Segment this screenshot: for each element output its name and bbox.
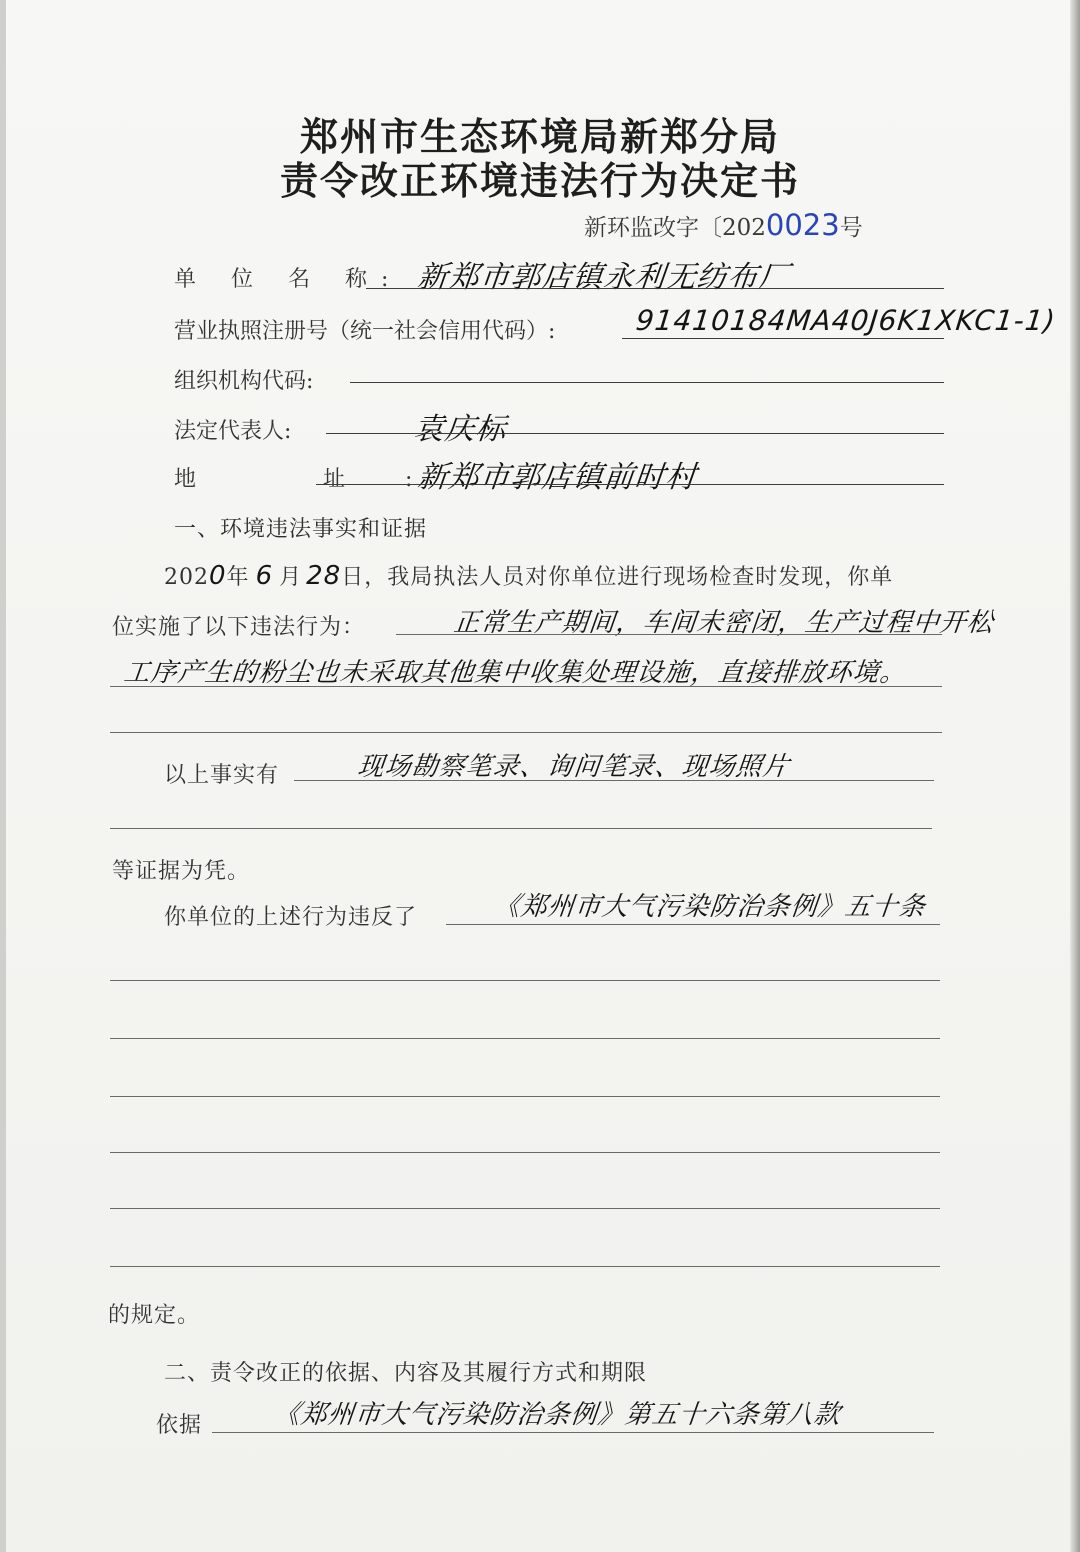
basis-underline — [212, 1432, 934, 1433]
year-label: 年 — [226, 565, 250, 590]
address-value: 新郑市郭店镇前时村 — [415, 460, 699, 495]
unit-name-label: 单 位 名 称: — [174, 267, 403, 292]
blank-line-5 — [110, 1208, 940, 1209]
month-label: 月 — [279, 565, 303, 590]
violated-prefix: 你单位的上述行为违反了 — [164, 905, 418, 930]
unit-name-value: 新郑市郭店镇永利无纺布厂 — [415, 260, 792, 295]
title-line-2: 责令改正环境违法行为决定书 — [279, 158, 800, 203]
doc-number: 023 — [784, 208, 840, 242]
blank-line-1 — [110, 980, 940, 981]
section-1-heading: 一、环境违法事实和证据 — [174, 517, 428, 542]
page-left-edge — [0, 0, 6, 1552]
violated-regulation: 《郑州市大气污染防治条例》五十条 — [492, 892, 928, 922]
blank-line-4 — [110, 1152, 940, 1153]
date-prefix: 202 — [164, 565, 209, 590]
year-digit: 0 — [209, 561, 227, 591]
address-label: 地 址: — [174, 467, 473, 492]
blank-line-3 — [110, 1096, 940, 1097]
page-right-edge — [1070, 0, 1080, 1552]
license-label: 营业执照注册号（统一社会信用代码）: — [174, 319, 556, 344]
doc-prefix: 新环监改字〔202 — [584, 215, 766, 241]
evidence-underline-1 — [294, 780, 934, 781]
address-underline — [316, 484, 944, 485]
evidence-prefix: 以上事实有 — [164, 763, 280, 788]
violation-text-line-1: 正常生产期间，车间未密闭，生产过程中开松 — [452, 608, 996, 638]
license-value: 91410184MA40J6K1XKC1-1) — [634, 304, 1058, 337]
violation-intro: 位实施了以下违法行为： — [112, 615, 366, 640]
blank-line-6 — [110, 1266, 940, 1267]
violation-underline-3 — [110, 732, 942, 733]
date-suffix: 日，我局执法人员对你单位进行现场检查时发现，你单 — [341, 565, 894, 590]
doc-suffix: 号 — [839, 215, 863, 241]
section-2-heading: 二、责令改正的依据、内容及其履行方式和期限 — [164, 1361, 648, 1386]
org-code-underline — [350, 382, 944, 383]
license-underline — [622, 338, 944, 339]
unit-name-underline — [366, 288, 944, 289]
org-code-label: 组织机构代码: — [174, 369, 314, 394]
violation-underline-2 — [110, 686, 942, 687]
violated-underline — [446, 924, 940, 925]
legal-rep-value: 袁庆标 — [411, 412, 509, 447]
basis-label: 依据 — [156, 1413, 203, 1438]
violation-text-line-2: 工序产生的粉尘也未采取其他集中收集处理设施，直接排放环境。 — [122, 658, 909, 688]
day-value: 28 — [306, 561, 342, 591]
legal-rep-label: 法定代表人: — [174, 419, 292, 444]
inspection-date-line — [164, 560, 893, 591]
blank-line-2 — [110, 1038, 940, 1039]
evidence-suffix: 等证据为凭。 — [112, 859, 251, 884]
violation-underline-1 — [396, 634, 942, 635]
doc-year-digit: 0 — [765, 208, 785, 242]
legal-rep-underline — [326, 433, 944, 434]
basis-value: 《郑州市大气污染防治条例》第五十六条第八款 — [272, 1400, 843, 1430]
evidence-value: 现场勘察笔录、询问笔录、现场照片 — [356, 752, 792, 782]
title-line-1: 郑州市生态环境局新郑分局 — [299, 114, 780, 159]
regulation-suffix: 的规定。 — [108, 1303, 201, 1328]
document-number — [584, 208, 863, 242]
evidence-underline-2 — [110, 828, 932, 829]
month-value: 6 — [255, 561, 274, 591]
